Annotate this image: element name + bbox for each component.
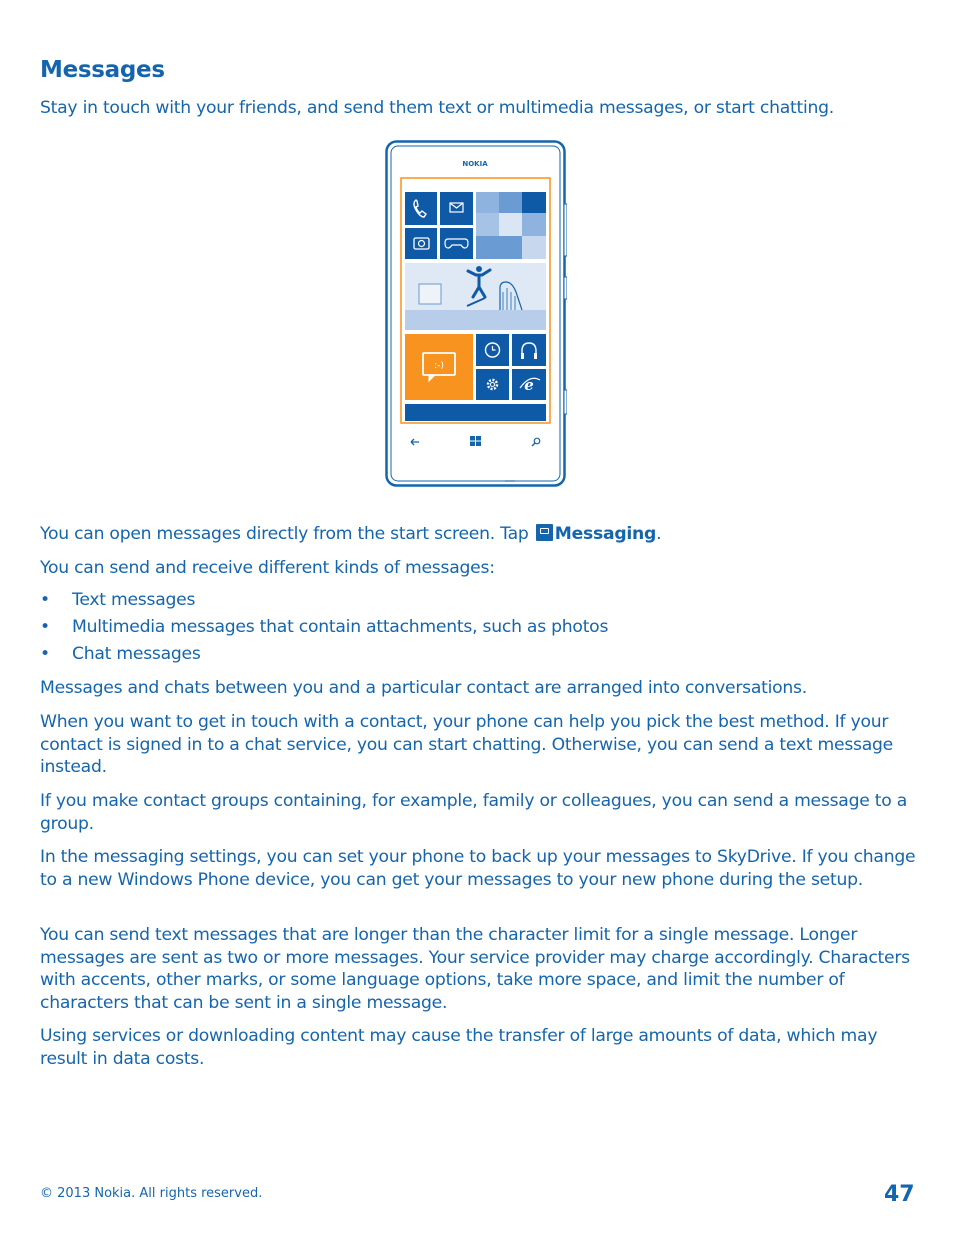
page-number: 47: [884, 1182, 915, 1207]
phone-illustration: [385, 140, 567, 487]
messaging-app-name: Messaging: [554, 524, 657, 544]
tap-instruction-suffix: .: [656, 524, 662, 544]
paragraph-backup: In the messaging settings, you can set your phone to back up your messages to SkyDrive. If you change to a new Windows Phone device, you can get your messages to your new phone during the setup.: [40, 847, 916, 890]
phone-brand: NOKIA: [462, 160, 488, 168]
paragraph-conversations: Messages and chats between you and a particular contact are arranged into conversations.: [40, 678, 807, 698]
paragraph-data-costs: Using services or downloading content may cause the transfer of large amounts of data, which may result in data costs.: [40, 1026, 878, 1069]
tap-instruction: [40, 523, 916, 546]
tap-instruction-prefix: You can open messages directly from the start screen. Tap: [40, 524, 529, 544]
svg-text:e: e: [524, 376, 534, 394]
smiley-text: :-): [434, 361, 444, 371]
list-item: • Text messages: [40, 589, 608, 616]
paragraph-best-method: When you want to get in touch with a contact, your phone can help you pick the best method. If your contact is signed in to a chat service, you can start chatting. Otherwise, you can send a text message instead.: [40, 712, 894, 778]
paragraph-groups: If you make contact groups containing, for example, family or colleagues, you can send a message to a group.: [40, 791, 908, 834]
intro-text: Stay in touch with your friends, and send them text or multimedia messages, or start chatting.: [40, 98, 835, 118]
page-title: Messages: [40, 57, 165, 83]
footer-copyright: © 2013 Nokia. All rights reserved.: [40, 1186, 263, 1201]
messaging-icon: [536, 524, 553, 541]
kinds-intro: You can send and receive different kinds of messages:: [40, 558, 495, 578]
message-kinds-list: [40, 589, 608, 670]
paragraph-long-messages: You can send text messages that are longer than the character limit for a single message. Longer messages are sent as two or more messages. Your service provider may charge accordingly. Characters with accents, other marks, or some language options, take more space, and limit the number of characters that can be sent in a single message.: [40, 925, 910, 1013]
list-item: • Chat messages: [40, 643, 608, 670]
list-item: • Multimedia messages that contain attachments, such as photos: [40, 616, 608, 643]
